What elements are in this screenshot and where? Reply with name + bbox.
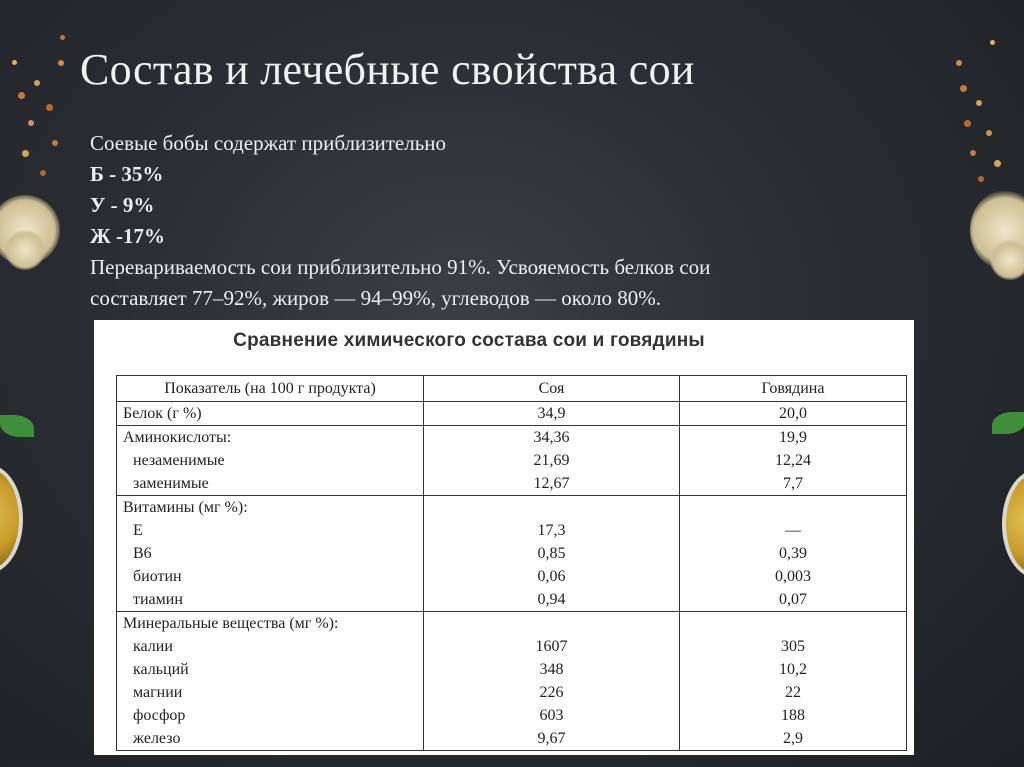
soy-value: 0,85 xyxy=(537,545,566,562)
row-label: заменимые xyxy=(133,475,209,492)
soy-value: 9,67 xyxy=(537,730,566,747)
carbs-value: У - 9% xyxy=(90,193,155,217)
beef-value: 0,07 xyxy=(779,591,807,608)
table-cell xyxy=(117,612,424,751)
comparison-table xyxy=(116,375,907,751)
leaf-icon-right xyxy=(992,412,1024,434)
oil-bowl-right xyxy=(1002,470,1024,578)
protein-value: Б - 35% xyxy=(90,162,164,186)
beef-value: 7,7 xyxy=(783,475,803,492)
row-label: Е xyxy=(133,522,143,539)
beef-value xyxy=(686,612,900,635)
beef-value: 12,24 xyxy=(775,452,811,469)
intro-text xyxy=(90,128,890,314)
beef-value: 0,003 xyxy=(775,568,811,585)
absorption-line: составляет 77–92%, жиров — 94–99%, углеводов — около 80%. xyxy=(90,286,662,310)
row-label: магнии xyxy=(133,684,183,701)
fat-value: Ж -17% xyxy=(90,224,166,248)
row-label: В6 xyxy=(133,545,152,562)
beef-value: 0,39 xyxy=(779,545,807,562)
soy-value xyxy=(430,612,673,635)
table-cell xyxy=(424,612,680,751)
spice-decoration-left xyxy=(0,0,70,767)
spice-decoration-right xyxy=(950,0,1024,767)
table-cell xyxy=(680,402,907,426)
table-cell xyxy=(680,426,907,496)
table-cell xyxy=(117,402,424,426)
row-label: калии xyxy=(133,638,173,655)
table-cell xyxy=(424,402,680,426)
row-label: Минеральные вещества (мг %): xyxy=(123,615,339,632)
table-cell xyxy=(680,612,907,751)
soy-value: 21,69 xyxy=(533,452,570,469)
beef-value: 10,2 xyxy=(779,661,807,678)
beef-value: 19,9 xyxy=(779,429,807,446)
soy-value: 603 xyxy=(539,707,564,724)
row-label: незаменимые xyxy=(133,452,225,469)
soy-value: 34,9 xyxy=(537,405,566,422)
row-label: Белок (г %) xyxy=(123,405,202,422)
row-label: железо xyxy=(133,730,181,747)
leaf-icon-left xyxy=(0,415,34,437)
table-row xyxy=(117,496,907,612)
beef-value: 305 xyxy=(781,638,805,655)
table-cell xyxy=(424,496,680,612)
row-label: Аминокислоты: xyxy=(123,429,232,446)
slide-title: Состав и лечебные свойства сои xyxy=(80,45,695,94)
table-cell xyxy=(117,496,424,612)
beef-value: — xyxy=(785,522,801,539)
table-cell xyxy=(680,496,907,612)
row-label: тиамин xyxy=(133,591,183,608)
column-header-soy: Соя xyxy=(424,376,680,402)
soy-value: 348 xyxy=(539,661,564,678)
row-label: кальций xyxy=(133,661,189,678)
soy-value: 0,94 xyxy=(537,591,566,608)
column-header-beef: Говядина xyxy=(680,376,907,402)
table-title: Сравнение химического состава сои и говядины xyxy=(233,330,705,351)
soy-value: 34,36 xyxy=(533,429,570,446)
table-row xyxy=(117,426,907,496)
beef-value xyxy=(686,496,900,519)
table-row xyxy=(117,612,907,751)
beef-value: 2,9 xyxy=(783,730,803,747)
column-header-indicator: Показатель (на 100 г продукта) xyxy=(117,376,424,402)
comparison-table-image xyxy=(94,320,914,755)
beef-value: 188 xyxy=(781,707,805,724)
row-label: биотин xyxy=(133,568,182,585)
beef-value: 22 xyxy=(785,684,801,701)
table-cell xyxy=(424,426,680,496)
soy-value: 0,06 xyxy=(537,568,566,585)
soy-value: 226 xyxy=(539,684,564,701)
soy-value: 12,67 xyxy=(533,475,570,492)
digestibility-line: Перевариваемость сои приблизительно 91%. Усвояемость белков сои xyxy=(90,255,711,279)
soy-value: 17,3 xyxy=(537,522,566,539)
oil-bowl-left xyxy=(0,465,23,573)
intro-line: Соевые бобы содержат приблизительно xyxy=(90,131,447,155)
beef-value: 20,0 xyxy=(779,405,807,422)
table-header-row xyxy=(117,376,907,402)
row-label: фосфор xyxy=(133,707,186,724)
row-label: Витамины (мг %): xyxy=(123,499,248,516)
soy-value xyxy=(430,496,673,519)
table-cell xyxy=(117,426,424,496)
table-body xyxy=(117,402,907,751)
soy-value: 1607 xyxy=(535,638,568,655)
table-row xyxy=(117,402,907,426)
